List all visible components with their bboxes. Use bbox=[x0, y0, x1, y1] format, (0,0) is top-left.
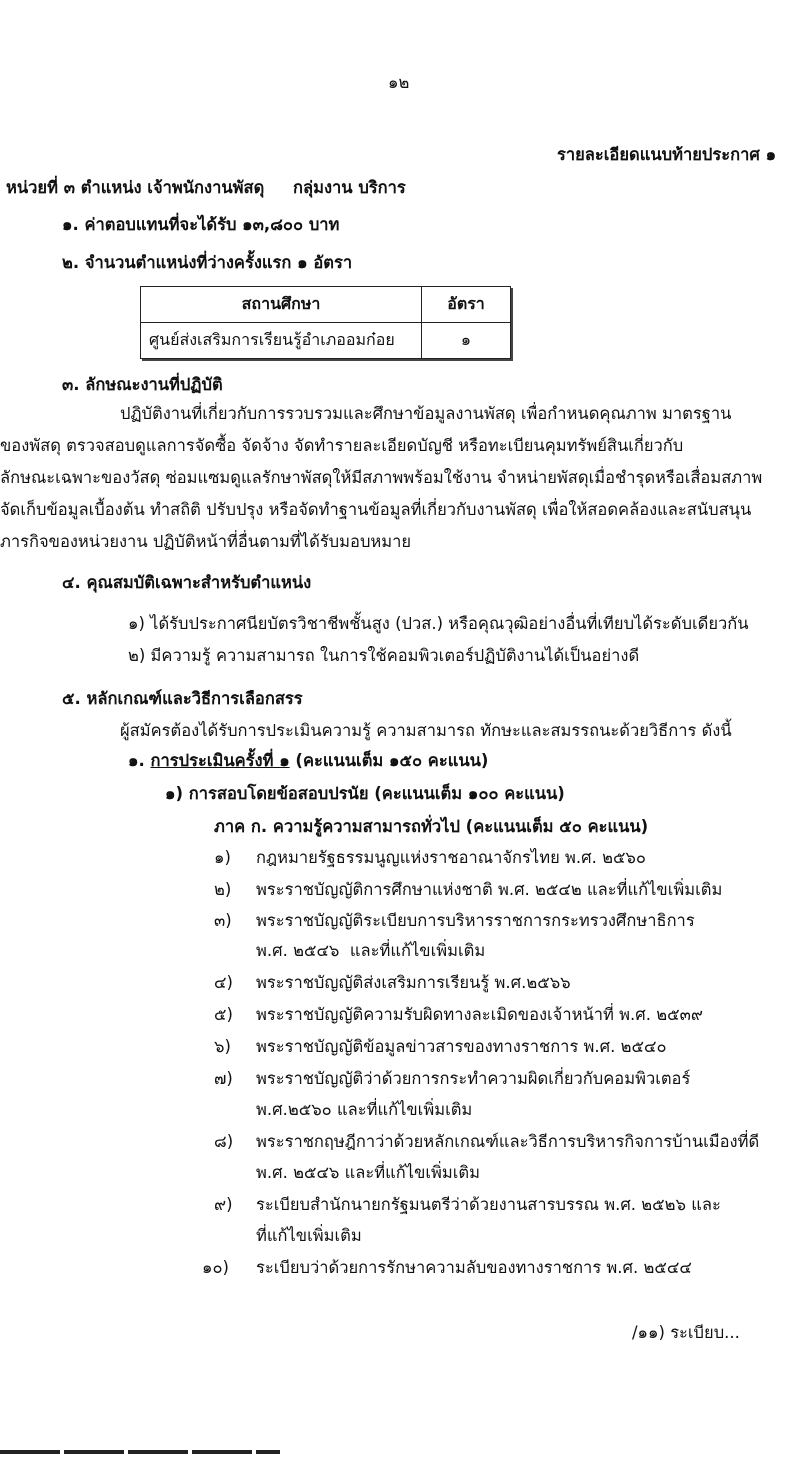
law-num: ๑๐) bbox=[202, 1258, 229, 1277]
law-num: ๖) bbox=[214, 1037, 231, 1056]
law-text: พระราชบัญญัติความรับผิดทางละเมิดของเจ้าหน้าที่ พ.ศ. ๒๕๓๙ bbox=[256, 1005, 703, 1024]
annex-title: รายละเอียดแนบท้ายประกาศ ๑ bbox=[557, 145, 777, 164]
law-text: พระราชบัญญัติการศึกษาแห่งชาติ พ.ศ. ๒๕๔๒ และที่แก้ไขเพิ่มเติม bbox=[256, 880, 723, 899]
law-text: พระราชบัญญัติว่าด้วยการกระทำความผิดเกี่ยวกับคอมพิวเตอร์ bbox=[256, 1069, 691, 1088]
law-num: ๒) bbox=[214, 880, 232, 899]
list-item bbox=[214, 1002, 703, 1028]
table-row bbox=[141, 323, 511, 359]
table-header-row bbox=[141, 287, 511, 323]
law-num: ๕) bbox=[214, 1005, 233, 1024]
positions-table bbox=[140, 286, 511, 359]
section5-intro: ผู้สมัครต้องได้รับการประเมินความรู้ ความสามารถ ทักษะและสมรรถนะด้วยวิธีการ ดังนี้ bbox=[120, 721, 732, 740]
section3-paragraph bbox=[0, 398, 795, 558]
section3-line-5: ภารกิจของหน่วยงาน ปฏิบัติหน้าที่อื่นตามที่ได้รับมอบหมาย bbox=[0, 532, 412, 551]
law-text: กฎหมายรัฐธรรมนูญแห่งราชอาณาจักรไทย พ.ศ. ๒๕๖๐ bbox=[256, 848, 646, 867]
law-text: ระเบียบว่าด้วยการรักษาความลับของทางราชการ พ.ศ. ๒๕๔๔ bbox=[256, 1258, 692, 1277]
law-num: ๑) bbox=[214, 848, 231, 867]
law-num: ๗) bbox=[214, 1069, 233, 1088]
compensation-line: ๑. ค่าตอบแทนที่จะได้รับ ๑๓,๘๐๐ บาท bbox=[62, 215, 340, 234]
list-item-continuation: พ.ศ. ๒๕๔๖ และที่แก้ไขเพิ่มเติม bbox=[256, 1163, 480, 1182]
table-cell-place: ศูนย์ส่งเสริมการเรียนรู้อำเภออมก๋อย bbox=[141, 323, 422, 359]
law-text: พระราชบัญญัติส่งเสริมการเรียนรู้ พ.ศ.๒๕๖๖ bbox=[256, 973, 571, 992]
vacancy-line: ๒. จำนวนตำแหน่งที่ว่างครั้งแรก ๑ อัตรา bbox=[62, 253, 353, 272]
unit-line: หน่วยที่ ๓ ตำแหน่ง เจ้าพนักงานพัสดุ กลุ่มงาน บริการ bbox=[6, 178, 406, 197]
section4-heading: ๔. คุณสมบัติเฉพาะสำหรับตำแหน่ง bbox=[62, 573, 312, 592]
list-item bbox=[202, 1255, 692, 1281]
list-item bbox=[214, 1192, 721, 1218]
law-text: พระราชบัญญัติข้อมูลข่าวสารของทางราชการ พ.ศ. ๒๕๔๐ bbox=[256, 1037, 667, 1056]
list-item bbox=[214, 1066, 690, 1092]
section3-line-1: ปฏิบัติงานที่เกี่ยวกับการรวบรวมและศึกษาข้อมูลงานพัสดุ เพื่อกำหนดคุณภาพ มาตรฐาน bbox=[120, 404, 732, 423]
list-item bbox=[214, 877, 722, 903]
section3-heading: ๓. ลักษณะงานที่ปฏิบัติ bbox=[62, 375, 223, 394]
law-num: ๙) bbox=[214, 1195, 233, 1214]
table-header-rate: อัตรา bbox=[422, 287, 511, 323]
list-item bbox=[214, 908, 695, 934]
list-item bbox=[214, 1129, 759, 1155]
list-item bbox=[214, 845, 646, 871]
law-num: ๓) bbox=[214, 911, 232, 930]
section5-heading: ๕. หลักเกณฑ์และวิธีการเลือกสรร bbox=[62, 689, 303, 708]
law-text: พระราชบัญญัติระเบียบการบริหารราชการกระทรวงศึกษาธิการ bbox=[256, 911, 695, 930]
section3-line-4: จัดเก็บข้อมูลเบื้องต้น ทำสถิติ ปรับปรุง หรือจัดทำฐานข้อมูลที่เกี่ยวกับงานพัสดุ เพื่อให้สอดคล้องและสนับสนุน bbox=[0, 500, 752, 519]
list-item bbox=[214, 1034, 667, 1060]
list-item-continuation: พ.ศ.๒๕๖๐ และที่แก้ไขเพิ่มเติม bbox=[256, 1100, 473, 1119]
round-title: การประเมินครั้งที่ ๑ bbox=[150, 751, 290, 770]
law-text: พระราชกฤษฎีกาว่าด้วยหลักเกณฑ์และวิธีการบริหารกิจการบ้านเมืองที่ดี bbox=[256, 1132, 760, 1151]
list-item bbox=[214, 970, 571, 996]
law-num: ๔) bbox=[214, 973, 233, 992]
table-cell-rate: ๑ bbox=[422, 323, 511, 359]
exam-heading: ๑) การสอบโดยข้อสอบปรนัย (คะแนนเต็ม ๑๐๐ คะแนน) bbox=[165, 784, 565, 803]
round-heading bbox=[128, 748, 488, 774]
qualification-item-2: ๒) มีความรู้ ความสามารถ ในการใช้คอมพิวเตอร์ปฏิบัติงานได้เป็นอย่างดี bbox=[128, 646, 640, 665]
page-number: ๑๒ bbox=[388, 73, 410, 92]
continuation-note: /๑๑) ระเบียบ... bbox=[632, 1323, 740, 1342]
section3-line-2: ของพัสดุ ตรวจสอบดูแลการจัดซื้อ จัดจ้าง จัดทำรายละเอียดบัญชี หรือทะเบียนคุมทรัพย์สินเกี่ยวกับ bbox=[0, 436, 684, 455]
section3-line-3: ลักษณะเฉพาะของวัสดุ ซ่อมแซมดูแลรักษาพัสดุให้มีสภาพพร้อมใช้งาน จำหน่ายพัสดุเมื่อชำรุดหรือเสื่อมสภาพ bbox=[0, 468, 763, 487]
table-header-place: สถานศึกษา bbox=[141, 287, 422, 323]
part-a-heading: ภาค ก. ความรู้ความสามารถทั่วไป (คะแนนเต็ม ๕๐ คะแนน) bbox=[214, 817, 649, 836]
list-item-continuation: ที่แก้ไขเพิ่มเติม bbox=[256, 1226, 362, 1245]
law-num: ๘) bbox=[214, 1132, 234, 1151]
law-text: ระเบียบสำนักนายกรัฐมนตรีว่าด้วยงานสารบรรณ พ.ศ. ๒๕๒๖ และ bbox=[256, 1195, 721, 1214]
round-score: (คะแนนเต็ม ๑๕๐ คะแนน) bbox=[289, 751, 489, 770]
round-prefix: ๑. bbox=[128, 751, 151, 770]
list-item-continuation: พ.ศ. ๒๕๔๖ และที่แก้ไขเพิ่มเติม bbox=[256, 941, 486, 960]
qualification-item-1: ๑) ได้รับประกาศนียบัตรวิชาชีพชั้นสูง (ปวส.) หรือคุณวุฒิอย่างอื่นที่เทียบได้ระดับเดียวกัน bbox=[128, 614, 749, 633]
bottom-divider bbox=[0, 1450, 280, 1454]
